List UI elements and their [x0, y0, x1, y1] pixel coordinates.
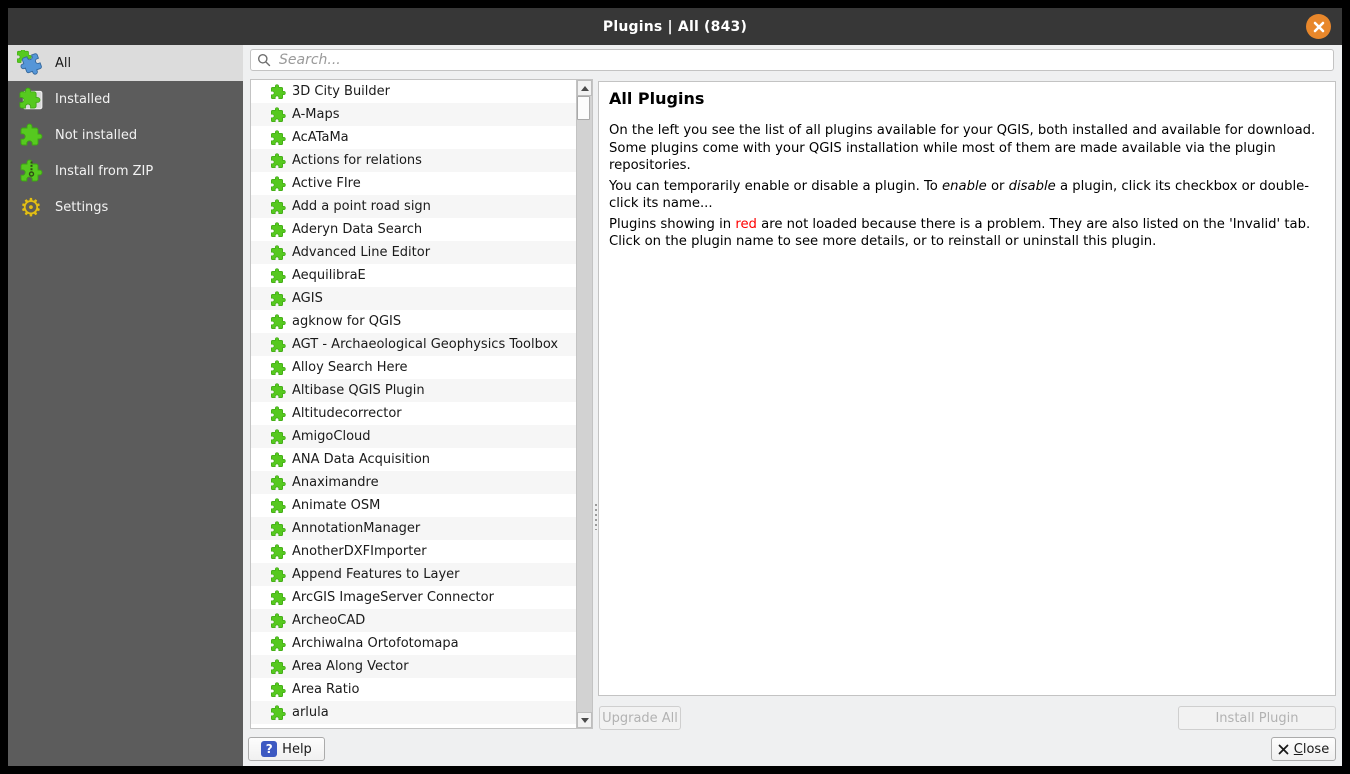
- plugin-list: [251, 80, 577, 728]
- plugin-name: A-Maps: [292, 107, 340, 122]
- scroll-down-button[interactable]: [577, 712, 592, 728]
- plugin-name: AnnotationManager: [292, 521, 421, 536]
- plugin-list-item[interactable]: [251, 494, 577, 517]
- plugin-name: 3D City Builder: [292, 84, 391, 99]
- detail-paragraph-1: On the left you see the list of all plugins available for your QGIS, both installed and available for download. Some plugins come with your QGIS installation while most of them are made available via the plugin repositories.: [609, 123, 1316, 173]
- plugin-list-scrollbar[interactable]: [576, 80, 592, 728]
- plugin-list-item[interactable]: [251, 172, 577, 195]
- plugin-list-box: [250, 79, 593, 729]
- sidebar-item-label: Installed: [55, 91, 111, 107]
- upgrade-all-button[interactable]: Upgrade All: [599, 706, 681, 730]
- plugin-icon: [270, 153, 286, 169]
- plugin-icon: [270, 636, 286, 652]
- plugin-name: AmigoCloud: [292, 429, 371, 444]
- plugin-list-item[interactable]: [251, 701, 577, 724]
- plugin-list-item[interactable]: [251, 264, 577, 287]
- scrollbar-thumb[interactable]: [577, 96, 590, 120]
- title-bar[interactable]: [8, 8, 1342, 45]
- plugin-icon: [270, 705, 286, 721]
- sidebar-item-label: Not installed: [55, 127, 138, 143]
- plugin-name: arlula: [292, 705, 329, 720]
- sidebar-item-not-installed[interactable]: [8, 117, 243, 153]
- plugin-name: Add a point road sign: [292, 199, 431, 214]
- sidebar-item-installed[interactable]: [8, 81, 243, 117]
- all-plugins-icon: [16, 49, 46, 77]
- search-box[interactable]: [250, 49, 1334, 71]
- plugin-name: AGIS: [292, 291, 323, 306]
- plugin-list-item[interactable]: [251, 655, 577, 678]
- plugin-list-item[interactable]: [251, 80, 577, 103]
- detail-paragraph-2: You can temporarily enable or disable a plugin. To enable or disable a plugin, click its checkbox or double-click its name...: [609, 178, 1309, 211]
- window-close-button[interactable]: [1306, 14, 1331, 39]
- plugin-icon: [270, 383, 286, 399]
- plugin-name: Actions for relations: [292, 153, 422, 168]
- plugin-list-item[interactable]: [251, 471, 577, 494]
- help-question-icon: ?: [261, 741, 277, 757]
- triangle-down-icon: [581, 718, 589, 723]
- plugin-list-item[interactable]: [251, 149, 577, 172]
- plugin-list-item[interactable]: [251, 287, 577, 310]
- triangle-up-icon: [581, 86, 589, 91]
- plugin-list-item[interactable]: [251, 517, 577, 540]
- plugin-icon: [270, 682, 286, 698]
- plugin-icon: [270, 84, 286, 100]
- plugin-list-item[interactable]: [251, 333, 577, 356]
- install-plugin-button[interactable]: Install Plugin: [1178, 706, 1336, 730]
- plugin-list-item[interactable]: [251, 218, 577, 241]
- plugin-name: AequilibraE: [292, 268, 366, 283]
- plugin-name: Alloy Search Here: [292, 360, 408, 375]
- plugin-icon: [270, 521, 286, 537]
- plugin-name: Area Along Vector: [292, 659, 409, 674]
- plugin-name: Archiwalna Ortofotomapa: [292, 636, 459, 651]
- plugin-name: Altitudecorrector: [292, 406, 402, 421]
- plugin-list-item[interactable]: [251, 563, 577, 586]
- plugin-list-item[interactable]: [251, 195, 577, 218]
- plugin-name: Advanced Line Editor: [292, 245, 431, 260]
- plugin-icon: [270, 245, 286, 261]
- not-installed-plugin-icon: [16, 121, 46, 149]
- plugin-name: ArcGIS ImageServer Connector: [292, 590, 494, 605]
- plugin-icon: [270, 567, 286, 583]
- plugin-icon: [270, 728, 286, 729]
- plugin-name: AcATaMa: [292, 130, 349, 145]
- sidebar-item-settings[interactable]: [8, 189, 243, 225]
- plugin-icon: [270, 406, 286, 422]
- window-title: Plugins | All (843): [602, 18, 748, 35]
- plugin-icon: [270, 314, 286, 330]
- install-zip-icon: [16, 157, 46, 185]
- sidebar-item-label: All: [55, 55, 72, 71]
- plugin-icon: [270, 337, 286, 353]
- plugin-icon: [270, 222, 286, 238]
- plugin-icon: [270, 544, 286, 560]
- installed-plugin-icon: [16, 85, 46, 113]
- plugin-name: Active FIre: [292, 176, 361, 191]
- plugin-name: ANA Data Acquisition: [292, 452, 431, 467]
- close-x-icon: [1313, 21, 1325, 33]
- plugin-list-item[interactable]: [251, 448, 577, 471]
- plugin-icon: [270, 498, 286, 514]
- plugin-name: Anaximandre: [292, 475, 379, 490]
- plugin-icon: [270, 199, 286, 215]
- plugin-list-item[interactable]: [251, 241, 577, 264]
- plugin-icon: [270, 475, 286, 491]
- red-word: red: [735, 216, 757, 232]
- plugin-list-item[interactable]: [251, 540, 577, 563]
- scroll-up-button[interactable]: [577, 80, 592, 96]
- plugin-list-item[interactable]: [251, 310, 577, 333]
- close-button[interactable]: Close: [1271, 737, 1336, 761]
- settings-gear-icon: ⚙: [19, 192, 43, 222]
- sidebar: [8, 45, 243, 766]
- sidebar-item-all[interactable]: [8, 45, 243, 81]
- sidebar-item-label: Install from ZIP: [55, 163, 154, 179]
- plugin-icon: [270, 613, 286, 629]
- plugin-list-item[interactable]: [251, 103, 577, 126]
- plugin-name: agknow for QGIS: [292, 314, 402, 329]
- help-button[interactable]: ? Help: [248, 737, 325, 761]
- detail-panel: [598, 81, 1336, 696]
- plugin-icon: [270, 291, 286, 307]
- detail-paragraph-3: Plugins showing in red are not loaded because there is a problem. They are also listed on the 'Invalid' tab. Click on the plugin name to see more details, or to reinstall or uninstall this plugin.: [609, 216, 1311, 249]
- plugin-name: Append Features to Layer: [292, 567, 460, 582]
- plugin-icon: [270, 452, 286, 468]
- plugin-icon: [270, 360, 286, 376]
- plugin-list-item[interactable]: [251, 586, 577, 609]
- plugin-name: AnotherDXFImporter: [292, 544, 427, 559]
- main-area: [243, 45, 1342, 766]
- plugin-list-item[interactable]: [251, 425, 577, 448]
- plugin-name: Aderyn Data Search: [292, 222, 423, 237]
- plugin-name: Animate OSM: [292, 498, 381, 513]
- plugin-list-item[interactable]: [251, 724, 577, 728]
- sidebar-item-label: Settings: [55, 199, 109, 215]
- plugin-icon: [270, 590, 286, 606]
- plugins-dialog: [8, 8, 1342, 766]
- plugin-icon: [270, 268, 286, 284]
- sidebar-item-install-from-zip[interactable]: [8, 153, 243, 189]
- plugin-list-item[interactable]: [251, 356, 577, 379]
- plugin-name: Area Ratio: [292, 682, 360, 697]
- plugin-icon: [270, 130, 286, 146]
- plugin-list-item[interactable]: [251, 402, 577, 425]
- close-x-icon: [1278, 744, 1289, 755]
- plugin-list-item[interactable]: [251, 632, 577, 655]
- search-icon: [257, 53, 271, 67]
- search-input[interactable]: [277, 51, 1327, 69]
- plugin-list-item[interactable]: [251, 609, 577, 632]
- detail-heading: All Plugins: [609, 89, 705, 108]
- plugin-name: Altibase QGIS Plugin: [292, 383, 425, 398]
- plugin-name: ArcheoCAD: [292, 613, 366, 628]
- plugin-icon: [270, 659, 286, 675]
- plugin-name: AGT - Archaeological Geophysics Toolbox: [292, 337, 559, 352]
- splitter-dots-icon: [595, 504, 597, 530]
- plugin-icon: [270, 176, 286, 192]
- plugin-list-item[interactable]: [251, 678, 577, 701]
- plugin-icon: [270, 429, 286, 445]
- plugin-list-item[interactable]: [251, 126, 577, 149]
- plugin-list-item[interactable]: [251, 379, 577, 402]
- plugin-icon: [270, 107, 286, 123]
